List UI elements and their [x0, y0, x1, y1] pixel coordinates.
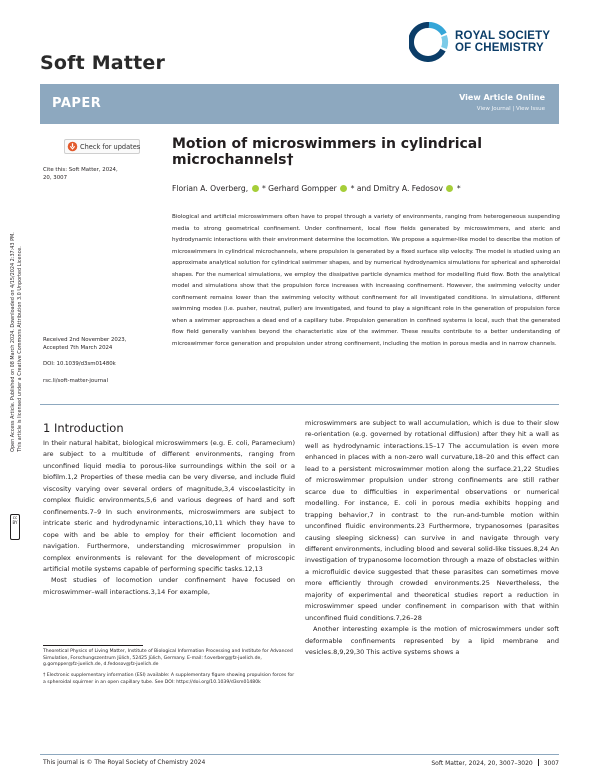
footer-copyright: This journal is © The Royal Society of Chemistry 2024	[43, 759, 206, 766]
esi-footnote[interactable]: † Electronic supplementary information (ESI) available: A supplementary figure showing propulsion forces for a spheroidal squirmer in an open capillary tube. See DOI: https://doi.org/10.1039/d3sm01480k	[43, 673, 295, 685]
footer-citation	[431, 759, 559, 767]
open-access-text	[10, 232, 24, 452]
doi-link[interactable]: DOI: 10.1039/d3sm01480k	[43, 361, 116, 367]
author-overberg[interactable]: Florian A. Overberg,	[172, 184, 249, 193]
article-type-banner	[40, 84, 559, 124]
view-journal-issue-links[interactable]: View Journal | View Issue	[476, 106, 545, 112]
footer-separator	[538, 759, 539, 766]
article-type-label: PAPER	[52, 96, 102, 111]
corresponding-mark: *	[456, 184, 461, 193]
abstract: Biological and artificial microswimmers often have to propel through a variety of environments, ranging from heterogeneous suspending media to strong geometrical confinement. Under confinement, local flow fields generated by microswimmers, and steric and hydrodynamic interactions with their environment determine the locomotion. We propose a squirmer-like model to describe the motion of microswimmers in cylindrical microchannels, where propulsion is generated by a fixed surface slip velocity. The model is studied using an approximate analytical solution for cylindrical swimmer shapes, and by numerical hydrodynamics simulations for spherical and spheroidal shapes. For the numerical simulations, we employ the dissipative particle dynamics method for modelling fluid flow. Both the analytical model and simulations show that the propulsion force increases with increasing confinement. However, the swimming velocity under confinement remains lower than the swimming velocity without confinement for all investigated conditions. In simulations, different swimming modes (i.e. pusher, neutral, puller) are investigated, and found to play a significant role in the generation of propulsion force when a swimmer approaches a dead end of a capillary tube. Propulsion generation in confined systems is local, such that the generated flow field generally vanishes beyond the characteristic size of the swimmer. These results contribute to a better understanding of microswimmer force generation and propulsion under strong confinement, including the motion in porous media and in narrow channels.	[172, 214, 560, 347]
section-divider	[40, 404, 559, 405]
affiliation-footnote: Theoretical Physics of Living Matter, Institute of Biological Information Processing and Institute for Advanced Simulation, Forschungszentrum Jülich, 52425 Jülich, Germany. E-mail: f.overberg@fz-juelich.de, g.gompper@fz-juelich.de, d.fedosov@fz-juelich.de	[43, 649, 293, 668]
citation-line2: 20, 3007	[43, 175, 68, 181]
orcid-icon[interactable]	[340, 185, 347, 192]
dates-info	[43, 336, 155, 352]
received-date: Received 2nd November 2023,	[43, 337, 127, 343]
footnote-divider	[43, 645, 143, 646]
body-column-right	[305, 418, 559, 659]
journal-name: Soft Matter	[40, 52, 166, 74]
paragraph: microswimmers are subject to wall accumulation, which is due to their slow re-orientation (e.g. governed by rotational diffusion) after they hit a wall as well as hydrodynamic interactions.15–17 The accumulation is even more enhanced in places with a non-zero wall curvature,18–20 and this effect can lead to a persistent microswimmer motion along the surface.21,22 Studies of microswimmer propulsion under strong confinements are still rather scarce due to difficulties in experimental observations or numerical modelling. For instance, E. coli in porous media exhibits hopping and trapping behavior,7 in contrast to the run-and-tumble motion within unconfined fluidic environments.23 Furthermore, trypanosomes (parasites causing sleeping sickness) can survive in and navigate through very different environments, including blood and several solid-like tissues.8,24 An investigation of trypanosome locomotion through a maze of obstacles within a microfluidic device suggested that these parasites can sometimes move more efficiently through crowded environments.25 Nevertheless, the majority of experimental and theoretical studies report a reduction in microswimmer speed under confinement in comparison with that within unconfined fluid conditions.7,26–28	[305, 419, 559, 622]
accepted-date: Accepted 7th March 2024	[43, 345, 113, 351]
publisher-name-line1: ROYAL SOCIETY	[455, 30, 551, 42]
citation-info	[43, 166, 155, 182]
body-column-left	[43, 438, 295, 598]
view-article-online-link[interactable]: View Article Online	[459, 93, 545, 102]
footer-citation-text: Soft Matter, 2024, 20, 3007–3020	[431, 760, 533, 767]
licence-line[interactable]: This article is licensed under a Creative Commons Attribution 3.0 Unported Licence.	[17, 246, 23, 452]
page-number: 3007	[543, 760, 559, 767]
rsc-logo-icon	[409, 22, 449, 62]
paragraph: Most studies of locomotion under confinement have focused on microswimmer–wall interactions.3,14 For example,	[43, 576, 295, 596]
citation-line1: Cite this: Soft Matter, 2024,	[43, 167, 118, 173]
journal-url-link[interactable]: rsc.li/soft-matter-journal	[43, 378, 108, 384]
orcid-icon[interactable]	[446, 185, 453, 192]
article-title: Motion of microswimmers in cylindrical microchannels†	[172, 136, 483, 168]
publisher-name-line2: OF CHEMISTRY	[455, 42, 544, 54]
footer-divider	[40, 754, 559, 755]
publisher-logo[interactable]	[409, 18, 559, 66]
check-for-updates-label: Check for updates	[80, 143, 141, 151]
open-access-notice	[6, 152, 28, 532]
author-list	[172, 184, 560, 193]
author-fedosov[interactable]: * and Dmitry A. Fedosov	[350, 184, 443, 193]
paragraph: In their natural habitat, biological microswimmers (e.g. E. coli, Paramecium) are subject to a multitude of different environments, ranging from unconfined liquid media to porous-like surroundings within the soil or a biofilm.1,2 Properties of these media can be very diverse, and include fluid viscosity varying over several orders of magnitude,3,4 viscoelasticity in complex fluidic environments,5,6 and various degrees of hard and soft confinements.7–9 In such environments, microswimmers are subject to intricate steric and hydrodynamic interactions,10,11 which they have to cope with and be able to employ for their efficient locomotion and navigation. Furthermore, understanding microswimmer propulsion in complex environments is relevant for the development of microscopic artificial motile systems capable of performing specific tasks.12,13	[43, 439, 295, 573]
publisher-name	[455, 30, 550, 54]
footnotes	[43, 649, 295, 687]
introduction-heading: 1 Introduction	[43, 421, 124, 435]
paragraph: Another interesting example is the motion of microswimmers under soft deformable confinements represented by a lipid membrane and vesicles.8,9,29,30 This active systems shows a	[305, 625, 559, 657]
check-updates-icon	[67, 141, 78, 152]
open-access-line: Open Access Article. Published on 08 March 2024. Downloaded on 4/15/2024 2:37:43 PM.	[10, 232, 16, 452]
author-gompper[interactable]: * Gerhard Gompper	[261, 184, 337, 193]
cc-license-icon[interactable]: cc BY	[10, 514, 20, 540]
check-for-updates-button[interactable]	[64, 139, 140, 154]
orcid-icon[interactable]	[252, 185, 259, 192]
